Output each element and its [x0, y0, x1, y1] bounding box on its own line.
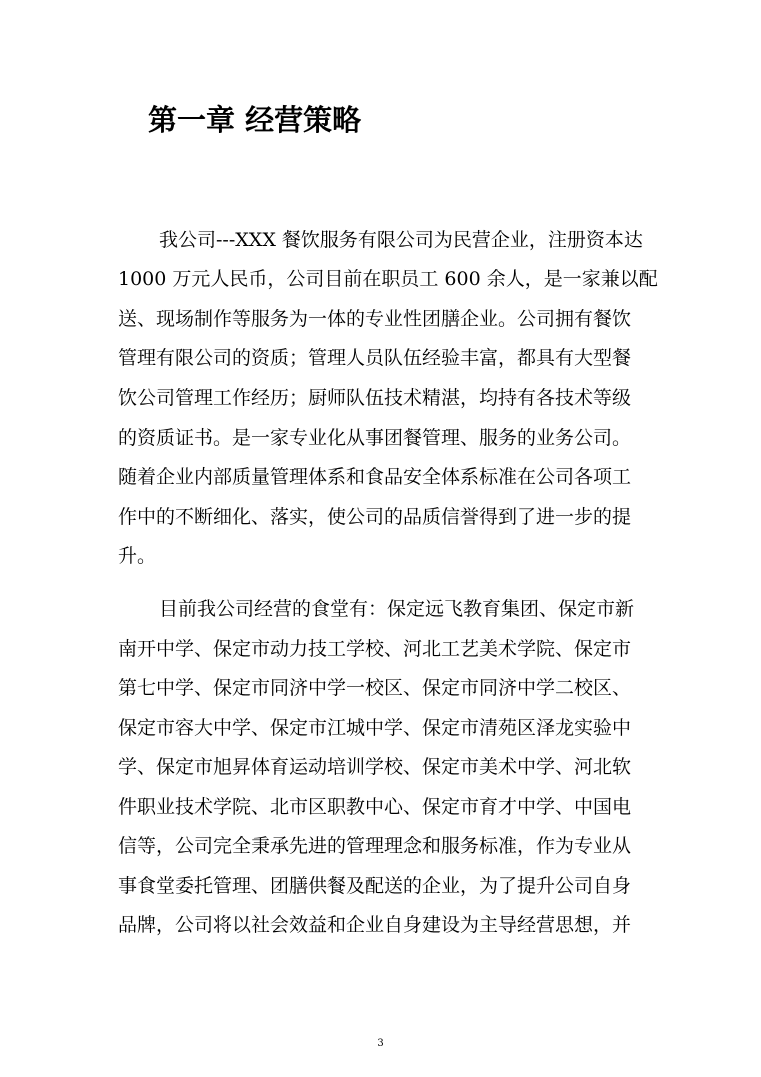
paragraph-line: 饮公司管理工作经历；厨师队伍技术精湛，均持有各技术等级	[118, 387, 632, 409]
page-number: 3	[377, 1038, 384, 1049]
paragraph-line: 信等，公司完全秉承先进的管理理念和服务标准，作为专业从	[118, 835, 632, 857]
chapter-title: 第一章 经营策略	[148, 103, 362, 137]
paragraph-line: 目前我公司经营的食堂有：保定远飞教育集团、保定市新	[159, 598, 635, 620]
paragraph-line: 件职业技术学院、北市区职教中心、保定市育才中学、中国电	[118, 796, 632, 818]
paragraph-line: 升。	[118, 545, 157, 567]
paragraph-line: 南开中学、保定市动力技工学校、河北工艺美术学院、保定市	[118, 638, 632, 660]
paragraph-line: 学、保定市旭昇体育运动培训学校、保定市美术中学、河北软	[118, 756, 632, 778]
paragraph-line: 作中的不断细化、落实，使公司的品质信誉得到了进一步的提	[118, 506, 632, 528]
paragraph-line: 的资质证书。是一家专业化从事团餐管理、服务的业务公司。	[118, 427, 632, 449]
paragraph-line: 保定市容大中学、保定市江城中学、保定市清苑区泽龙实验中	[118, 717, 632, 739]
paragraph-line: 管理有限公司的资质；管理人员队伍经验丰富，都具有大型餐	[118, 347, 632, 369]
paragraph-line: 随着企业内部质量管理体系和食品安全体系标准在公司各项工	[118, 466, 632, 488]
paragraph-line: 我公司---XXX 餐饮服务有限公司为民营企业，注册资本达	[159, 229, 643, 251]
paragraph-line: 1000 万元人民币，公司目前在职员工 600 余人，是一家兼以配	[118, 268, 658, 290]
paragraph-line: 第七中学、保定市同济中学一校区、保定市同济中学二校区、	[118, 677, 632, 699]
paragraph-line: 品牌，公司将以社会效益和企业自身建设为主导经营思想，并	[118, 914, 632, 936]
paragraph-line: 事食堂委托管理、团膳供餐及配送的企业，为了提升公司自身	[118, 875, 632, 897]
paragraph-line: 送、现场制作等服务为一体的专业性团膳企业。公司拥有餐饮	[118, 308, 632, 330]
